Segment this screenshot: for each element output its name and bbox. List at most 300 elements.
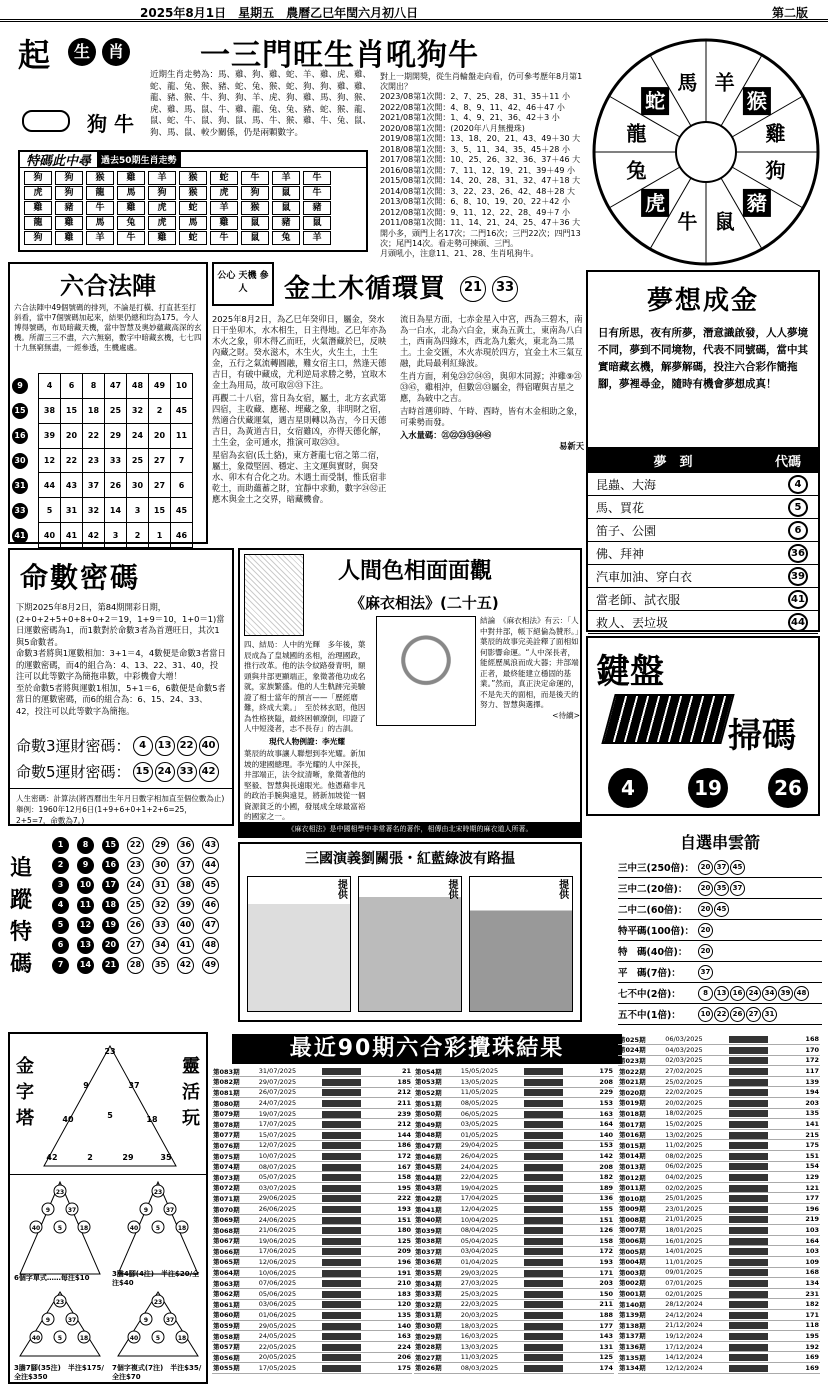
result-sum: 177 [589, 1320, 614, 1331]
ziyuan-num: 26 [730, 1007, 745, 1022]
pyramid-num: 37 [165, 1317, 175, 1324]
result-date: 04/02/2025 [664, 1172, 728, 1183]
jintu-pick: 入水量碼：㉑㉒㉓㉝㉞㊺ [400, 430, 492, 440]
history-item: 2014/08第1次開：3、22、23、26、42、48＋28 大 [380, 186, 576, 196]
liuhe-cell: 20 [149, 423, 171, 448]
result-sum: 212 [387, 1119, 412, 1130]
result-row [618, 1172, 820, 1183]
result-date: 07/01/2025 [664, 1278, 728, 1289]
result-date: 02/02/2025 [664, 1182, 728, 1193]
pyramid-num: 23 [55, 1189, 65, 1196]
ziyuan-box [618, 830, 822, 1030]
trend-cell: 羊 [86, 231, 114, 245]
result-period: 第137期 [618, 1331, 664, 1342]
zhuizong-label: 追 [10, 855, 33, 881]
pyramid-small [14, 1178, 106, 1282]
result-date: 20/05/2025 [258, 1352, 321, 1363]
sanguo-title: 三國演義劉關張・紅藍綠波有路揾 [305, 851, 515, 867]
liuhe-cell: 33 [105, 448, 127, 473]
jinzita-caption: 3膽4腳(4注) 半注$20/全注$40 [112, 1270, 200, 1287]
mingshu-num: 4 [133, 736, 153, 756]
result-balls [523, 1288, 589, 1299]
result-row [212, 1257, 412, 1268]
result-date: 31/07/2025 [258, 1066, 321, 1077]
result-date: 02/01/2025 [664, 1288, 728, 1299]
result-row [414, 1183, 614, 1194]
result-balls [523, 1161, 589, 1172]
result-date: 06/03/2025 [664, 1034, 728, 1045]
trend-cell: 鼠 [241, 231, 269, 245]
pyramid-num: 23 [153, 1299, 163, 1306]
ziyuan-label: 特平碼(100倍)： [618, 926, 695, 937]
result-date: 15/07/2025 [258, 1130, 321, 1141]
pyramid-num: 2 [87, 1153, 93, 1162]
result-sum: 103 [795, 1225, 820, 1236]
result-sum: 153 [589, 1098, 614, 1109]
result-row [618, 1246, 820, 1257]
result-date: 02/03/2025 [664, 1055, 728, 1066]
zhuizong-ball: 20 [102, 937, 119, 954]
jianpan-box [586, 636, 820, 816]
zhuizong-ball: 38 [177, 877, 194, 894]
jintu-title: 金土木循環買 [284, 274, 447, 304]
jintu-author: 易新天 [559, 441, 584, 451]
result-sum: 135 [387, 1310, 412, 1321]
liuhe-left-ball: 31 [12, 478, 28, 494]
result-date: 08/07/2025 [258, 1161, 321, 1172]
result-sum: 172 [795, 1055, 820, 1066]
jianpan-num: 19 [688, 768, 728, 808]
history-item: 2011/08第1次開：11、14、21、24、25、47＋36 大 [380, 218, 581, 227]
liuhe-cell: 25 [127, 448, 149, 473]
result-period: 第032期 [414, 1299, 460, 1310]
zhuizong-ball: 1 [52, 837, 69, 854]
result-period: 第020期 [618, 1087, 664, 1098]
result-row [212, 1183, 412, 1194]
jintu-badge: 公心 天機 參人 [212, 262, 274, 306]
result-sum: 163 [387, 1331, 412, 1342]
result-row [414, 1151, 614, 1162]
pyramid-small [112, 1178, 204, 1282]
result-sum: 168 [795, 1034, 820, 1045]
liuhe-cell: 26 [105, 473, 127, 498]
zhuizong-ball: 46 [202, 897, 219, 914]
result-date: 29/04/2025 [460, 1140, 523, 1151]
wheel-zodiac: 馬 [677, 70, 698, 95]
result-sum: 158 [589, 1236, 614, 1247]
liuhe-cell: 10 [171, 374, 193, 399]
pyramid-num: 5 [155, 1225, 161, 1232]
result-period: 第033期 [414, 1288, 460, 1299]
jinzita-title: 活 [182, 1082, 200, 1103]
history-item: 2017/08第1次開：10、25、26、32、36、37＋46 大 [380, 155, 581, 164]
result-sum: 170 [795, 1045, 820, 1056]
result-row [212, 1193, 412, 1204]
sanguo-tag: 提供 [335, 879, 347, 899]
result-row [618, 1066, 820, 1077]
result-sum: 169 [795, 1362, 820, 1373]
result-balls [728, 1320, 795, 1331]
result-balls [523, 1257, 589, 1268]
pyramid-num: 18 [79, 1335, 89, 1342]
result-period: 第074期 [212, 1161, 258, 1172]
ziyuan-num: 8 [698, 986, 713, 1001]
result-row [618, 1309, 820, 1320]
ziyuan-num: 20 [698, 881, 713, 896]
zhuizong-label: 特 [10, 919, 33, 945]
dream-code: 5 [788, 498, 808, 517]
liuhe-title: 六合法陣 [60, 271, 156, 300]
liuhe-cell: 20 [61, 423, 83, 448]
result-date: 22/03/2025 [460, 1299, 523, 1310]
result-sum: 188 [589, 1310, 614, 1321]
result-date: 06/05/2025 [460, 1108, 523, 1119]
trend-cell: 狗 [24, 231, 52, 245]
jintu-para: 星宿為玄宿(氐土貉)，東方蒼龍七宿之第二宿，屬土，象徵堅固、穩定、主文運與實財，與癸水、卯木有合化之功。木遇土而受制，惟氐宿非乾土，而助蘊蓄之財，宜靜中求動，數字㉔㉜正應木與金土之交界，暗藏機會。 [212, 450, 387, 504]
result-balls [728, 1309, 795, 1320]
zhuizong-ball: 18 [102, 897, 119, 914]
result-balls [728, 1267, 795, 1278]
result-balls [523, 1098, 589, 1109]
result-row [414, 1193, 614, 1204]
result-period: 第081期 [212, 1087, 258, 1098]
ziyuan-row [618, 941, 822, 962]
liuhe-cell: 45 [171, 398, 193, 423]
pyramid-num: 23 [55, 1299, 65, 1306]
liuhe-left-ball: 16 [12, 428, 28, 444]
trend-cell: 虎 [148, 216, 176, 230]
result-period: 第008期 [618, 1214, 664, 1225]
trend-cell: 雞 [148, 231, 176, 245]
zhuizong-ball: 39 [177, 897, 194, 914]
result-sum: 222 [387, 1193, 412, 1204]
result-balls [523, 1183, 589, 1194]
liuhe-cell: 6 [61, 374, 83, 399]
result-row [212, 1299, 412, 1310]
trend-cell: 兔 [117, 216, 145, 230]
zhuizong-ball: 40 [177, 917, 194, 934]
result-balls [321, 1130, 387, 1141]
dream-row [588, 542, 818, 565]
pyramid-num: 18 [177, 1225, 187, 1232]
result-period: 第002期 [618, 1278, 664, 1289]
jintu-para: 吉時首選卯時、午時、酉時，皆有木金相助之象，可乘勢而發。 [400, 406, 583, 427]
result-date: 11/02/2025 [664, 1140, 728, 1151]
result-balls [728, 1182, 795, 1193]
result-row [414, 1363, 614, 1374]
result-date: 27/02/2025 [664, 1066, 728, 1077]
jinzita-title: 塔 [16, 1108, 34, 1129]
mingshu-num: 22 [177, 736, 197, 756]
result-period: 第022期 [618, 1066, 664, 1077]
liuhe-cell: 15 [61, 398, 83, 423]
result-date: 15/05/2025 [460, 1066, 523, 1077]
pyramid-num: 37 [67, 1207, 77, 1214]
trend-cell: 雞 [210, 216, 238, 230]
mingshu-label: 命數5運財密碼： [16, 762, 131, 781]
result-balls [523, 1225, 589, 1236]
result-balls [523, 1151, 589, 1162]
result-row [618, 1225, 820, 1236]
result-balls [321, 1320, 387, 1331]
zhuizong-ball: 33 [152, 917, 169, 934]
result-date: 10/07/2025 [258, 1151, 321, 1162]
header-date: 2025年8月1日 星期五 農曆乙巳年閏六月初八日 [140, 6, 419, 20]
result-row [618, 1267, 820, 1278]
result-period: 第009期 [618, 1204, 664, 1215]
trend-cell: 牛 [86, 201, 114, 215]
ziyuan-title: 自選串雲箭 [679, 833, 760, 852]
logo-bottom: 狗 牛 [87, 112, 134, 136]
dream-item: 佛、拜神 [596, 546, 645, 561]
trend-cell: 豬 [55, 201, 83, 215]
zhuizong-ball: 10 [77, 877, 94, 894]
result-sum: 196 [795, 1204, 820, 1215]
liuhe-cell: 32 [83, 498, 105, 523]
result-date: 10/06/2025 [258, 1267, 321, 1278]
result-date: 24/05/2025 [258, 1331, 321, 1342]
dream-row [588, 565, 818, 588]
result-date: 03/06/2025 [258, 1299, 321, 1310]
pyramid-num: 35 [160, 1153, 172, 1162]
trend-cell: 雞 [24, 201, 52, 215]
result-date: 24/06/2025 [258, 1214, 321, 1225]
result-period: 第078期 [212, 1119, 258, 1130]
zhuizong-ball: 7 [52, 957, 69, 974]
result-balls [321, 1161, 387, 1172]
wheel-zodiac: 兔 [626, 158, 647, 183]
result-balls [523, 1310, 589, 1321]
zhuizong-ball: 5 [52, 917, 69, 934]
result-period: 第070期 [212, 1204, 258, 1215]
trend-box [18, 150, 368, 252]
result-balls [728, 1119, 795, 1130]
trend-cell: 牛 [241, 171, 269, 185]
result-period: 第037期 [414, 1246, 460, 1257]
result-date: 12/06/2025 [258, 1257, 321, 1268]
result-sum: 151 [589, 1214, 614, 1225]
trend-cell: 豬 [272, 216, 300, 230]
result-balls [523, 1246, 589, 1257]
pyramid-num: 9 [83, 1081, 89, 1090]
mianxiang-footer: 《麻衣相法》是中國相學中非常著名的著作，相傳由北宋時期的麻衣道人所著。 [240, 822, 580, 836]
result-period: 第005期 [618, 1246, 664, 1257]
result-sum: 172 [589, 1246, 614, 1257]
result-period: 第015期 [618, 1140, 664, 1151]
result-balls [523, 1077, 589, 1088]
result-balls [728, 1225, 795, 1236]
pyramid-num: 37 [67, 1317, 77, 1324]
trend-cell: 狗 [24, 171, 52, 185]
result-date: 29/05/2025 [258, 1320, 321, 1331]
result-date: 01/04/2025 [460, 1257, 523, 1268]
result-row [212, 1341, 412, 1352]
result-period: 第006期 [618, 1235, 664, 1246]
result-row [212, 1108, 412, 1119]
result-row [618, 1161, 820, 1172]
keyboard-icon [601, 694, 734, 744]
trend-cell: 狗 [148, 186, 176, 200]
result-date: 19/04/2025 [460, 1183, 523, 1194]
result-balls [321, 1077, 387, 1088]
pyramid-num: 40 [129, 1335, 139, 1342]
trend-cell: 猴 [86, 171, 114, 185]
result-balls [321, 1098, 387, 1109]
result-date: 12/12/2024 [664, 1362, 728, 1373]
result-sum: 175 [589, 1066, 614, 1077]
result-balls [321, 1267, 387, 1278]
liuhe-cell: 1 [149, 523, 171, 548]
result-date: 23/01/2025 [664, 1204, 728, 1215]
logo-char: 肖 [102, 38, 130, 66]
liuhe-cell: 27 [149, 473, 171, 498]
wheel-zodiac: 豬 [746, 190, 767, 215]
result-date: 01/06/2025 [258, 1310, 321, 1321]
trend-cell: 馬 [179, 216, 207, 230]
dream-code: 4 [788, 475, 808, 494]
liuhe-cell: 39 [39, 423, 61, 448]
result-balls [321, 1257, 387, 1268]
jianpan-title: 鍵盤 [596, 652, 664, 692]
jinzita-title: 金 [16, 1056, 34, 1077]
result-row [618, 1352, 820, 1363]
sanguo-tag: 提供 [556, 879, 568, 899]
result-balls [523, 1341, 589, 1352]
ziyuan-label: 五不中(1倍)： [618, 1010, 681, 1021]
result-sum: 196 [387, 1257, 412, 1268]
result-period: 第048期 [414, 1130, 460, 1141]
result-period: 第003期 [618, 1267, 664, 1278]
result-balls [321, 1363, 387, 1374]
result-balls [523, 1066, 589, 1077]
liuhe-cell: 3 [127, 498, 149, 523]
result-row [618, 1108, 820, 1119]
result-date: 03/04/2025 [460, 1246, 523, 1257]
mingshu-num: 15 [133, 762, 153, 782]
result-period: 第083期 [212, 1066, 258, 1077]
result-period: 第016期 [618, 1129, 664, 1140]
result-sum: 182 [589, 1172, 614, 1183]
result-row [414, 1140, 614, 1151]
zhuizong-ball: 48 [202, 937, 219, 954]
result-date: 17/05/2025 [258, 1363, 321, 1374]
zhuizong-ball: 19 [102, 917, 119, 934]
ziyuan-label: 平 碼(7倍)： [618, 968, 681, 979]
ziyuan-num: 13 [714, 986, 729, 1001]
result-sum: 163 [589, 1108, 614, 1119]
result-period: 第071期 [212, 1193, 258, 1204]
result-row [212, 1288, 412, 1299]
result-balls [321, 1225, 387, 1236]
result-row [212, 1161, 412, 1172]
liuhe-cell: 23 [83, 448, 105, 473]
zhuizong-ball: 44 [202, 857, 219, 874]
result-balls [321, 1236, 387, 1247]
zhuizong-ball: 23 [127, 857, 144, 874]
sanguo-tag: 提供 [445, 879, 457, 899]
result-balls [523, 1204, 589, 1215]
result-date: 26/07/2025 [258, 1087, 321, 1098]
result-period: 第060期 [212, 1310, 258, 1321]
result-date: 18/01/2025 [664, 1225, 728, 1236]
wheel-zodiac: 鼠 [714, 209, 735, 234]
ziyuan-row [618, 920, 822, 941]
result-row [414, 1225, 614, 1236]
result-period: 第045期 [414, 1161, 460, 1172]
result-row [414, 1299, 614, 1310]
result-row [212, 1098, 412, 1109]
result-balls [523, 1140, 589, 1151]
result-date: 29/07/2025 [258, 1077, 321, 1088]
liuhe-cell: 45 [171, 498, 193, 523]
ziyuan-label: 二中二(60倍)： [618, 905, 688, 916]
zhuizong-ball: 24 [127, 877, 144, 894]
result-sum: 155 [589, 1204, 614, 1215]
result-row [414, 1172, 614, 1183]
results-title: 最近90期六合彩攪珠結果 [232, 1034, 622, 1064]
result-period: 第035期 [414, 1267, 460, 1278]
result-balls [728, 1161, 795, 1172]
pyramid-num: 37 [165, 1207, 175, 1214]
result-sum: 209 [387, 1246, 412, 1257]
wheel-zodiac: 龍 [626, 121, 647, 146]
pyramid-num: 18 [146, 1115, 158, 1124]
result-sum: 194 [795, 1087, 820, 1098]
result-balls [523, 1214, 589, 1225]
ziyuan-num: 20 [698, 944, 713, 959]
result-period: 第038期 [414, 1236, 460, 1247]
result-period: 第057期 [212, 1341, 258, 1352]
ziyuan-label: 三中三(250倍)： [618, 863, 695, 874]
result-date: 12/07/2025 [258, 1140, 321, 1151]
result-balls [728, 1235, 795, 1246]
jintu-num: 21 [460, 276, 486, 302]
result-date: 21/06/2025 [258, 1225, 321, 1236]
result-sum: 158 [387, 1172, 412, 1183]
result-period: 第069期 [212, 1214, 258, 1225]
zhuizong-label: 蹤 [10, 887, 33, 913]
zhuizong-ball: 14 [77, 957, 94, 974]
pyramid-num: 18 [177, 1335, 187, 1342]
result-sum: 131 [589, 1341, 614, 1352]
result-balls [321, 1331, 387, 1342]
result-balls [523, 1352, 589, 1363]
ziyuan-num: 20 [698, 860, 713, 875]
result-sum: 118 [795, 1320, 820, 1331]
result-row [618, 1331, 820, 1342]
result-date: 17/06/2025 [258, 1246, 321, 1257]
result-sum: 144 [387, 1130, 412, 1141]
dream-head: 夢 到 [653, 454, 693, 470]
trend-cell: 蛇 [179, 201, 207, 215]
page-header [0, 0, 828, 22]
result-row [212, 1331, 412, 1342]
liuhe-cell: 2 [149, 398, 171, 423]
result-period: 第063期 [212, 1278, 258, 1289]
result-balls [321, 1151, 387, 1162]
pyramid-num: 40 [62, 1115, 74, 1124]
dream-code: 6 [788, 521, 808, 540]
zhuizong-ball: 22 [127, 837, 144, 854]
result-balls [728, 1278, 795, 1289]
result-row [414, 1214, 614, 1225]
result-sum: 239 [387, 1108, 412, 1119]
ziyuan-row [618, 962, 822, 983]
mianxiang-para: 結論 《麻衣相法》有云：「人中對井部，帳下絕倫為贊形。」葉辰的故事完美詮釋了面相如何影響命運。“人中深長者，能經歷風浪而成大器；井部端正者，最終能建立穩固的基業。”然而，真正決定命運的，不是先天的面相，而是後天的努力、智慧與選擇。 [480, 616, 579, 709]
pyramid-num: 5 [57, 1225, 63, 1232]
result-date: 19/06/2025 [258, 1236, 321, 1247]
dream-item: 救人、丟垃圾 [596, 615, 669, 630]
